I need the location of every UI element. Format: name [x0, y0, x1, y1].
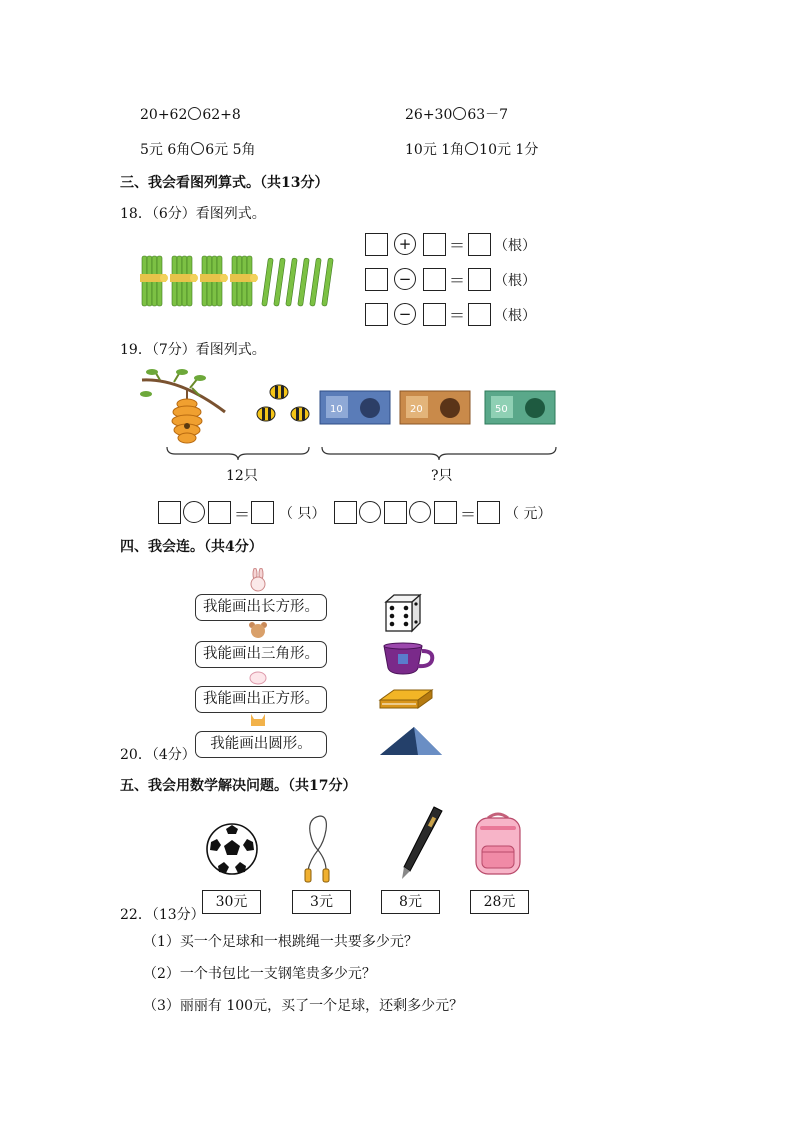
expr-b: 62+8	[202, 107, 241, 123]
bee-icon	[270, 385, 288, 399]
answer-box[interactable]	[468, 268, 491, 291]
expr-a: 10元 1角	[405, 142, 465, 158]
section-5-title: 五、我会用数学解决问题。（共17分）	[120, 778, 357, 794]
banknote-50-icon	[485, 391, 555, 424]
operator-circle: −	[394, 303, 416, 325]
rabbit-icon	[248, 568, 268, 592]
answer-box[interactable]	[208, 501, 231, 524]
q22-question: （2）一个书包比一支钢笔贵多少元？	[143, 966, 376, 982]
compare-row2-left	[140, 141, 256, 159]
compare-row1-right	[405, 106, 508, 124]
answer-box[interactable]	[477, 501, 500, 524]
compare-row1-left	[140, 106, 241, 124]
expr-a: 26+30	[405, 107, 453, 123]
q22-label: 22．（13分）	[120, 907, 205, 923]
equals-sign: ＝	[449, 306, 466, 325]
expr-b: 63－7	[467, 107, 509, 123]
stick-bundle-icon	[230, 256, 258, 306]
bee-icon	[291, 407, 309, 421]
unit-label: （根）	[494, 308, 536, 324]
answer-box[interactable]	[334, 501, 357, 524]
cat-icon	[248, 712, 268, 730]
banknotes-illustration	[318, 388, 558, 428]
answer-circle[interactable]	[191, 142, 204, 155]
answer-circle[interactable]	[359, 501, 381, 523]
q18-label: 18．（6分）看图列式。	[120, 206, 266, 222]
q19-label: 19．（7分）看图列式。	[120, 342, 266, 358]
single-sticks-icon	[262, 258, 334, 306]
answer-circle[interactable]	[183, 501, 205, 523]
price-tag: 30元	[202, 890, 261, 914]
bee-icon	[257, 407, 275, 421]
equals-sign: ＝	[460, 505, 477, 524]
answer-box[interactable]	[423, 233, 446, 256]
compare-row2-right	[405, 141, 538, 159]
answer-box[interactable]	[251, 501, 274, 524]
answer-box[interactable]	[384, 501, 407, 524]
brace-right-label: ?只	[431, 468, 453, 484]
answer-box[interactable]	[434, 501, 457, 524]
answer-box[interactable]	[423, 268, 446, 291]
answer-box[interactable]	[365, 233, 388, 256]
unit-label: （ 元）	[505, 506, 552, 522]
answer-circle[interactable]	[453, 107, 466, 120]
price-tag: 3元	[292, 890, 351, 914]
football-icon	[205, 822, 259, 876]
answer-circle[interactable]	[409, 501, 431, 523]
section-3-title: 三、我会看图列算式。（共13分）	[120, 175, 329, 191]
statement-box[interactable]: 我能画出三角形。	[195, 641, 327, 668]
answer-box[interactable]	[423, 303, 446, 326]
statement-box[interactable]: 我能画出长方形。	[195, 594, 327, 621]
svg-text:10: 10	[330, 404, 343, 415]
answer-box[interactable]	[468, 233, 491, 256]
brace-left	[165, 445, 311, 461]
operator-circle: +	[394, 233, 416, 255]
equals-sign: ＝	[234, 505, 251, 524]
brace-left-label: 12只	[226, 468, 258, 484]
pyramid-icon[interactable]	[378, 725, 444, 757]
cup-icon[interactable]	[380, 642, 436, 678]
jump-rope-icon	[300, 812, 340, 886]
unit-label: （ 只）	[279, 506, 326, 522]
price-tag: 28元	[470, 890, 529, 914]
expr-a: 20+62	[140, 107, 188, 123]
banknote-10-icon	[320, 391, 390, 424]
stick-bundle-icon	[170, 256, 198, 306]
expr-b: 6元 5角	[205, 142, 256, 158]
pen-icon	[398, 805, 444, 881]
answer-box[interactable]	[158, 501, 181, 524]
backpack-icon	[470, 810, 526, 876]
svg-text:20: 20	[410, 404, 423, 415]
equals-sign: ＝	[449, 271, 466, 290]
answer-circle[interactable]	[188, 107, 201, 120]
statement-box[interactable]: 我能画出圆形。	[195, 731, 327, 758]
brace-right	[320, 445, 558, 461]
answer-box[interactable]	[365, 268, 388, 291]
operator-circle: −	[394, 268, 416, 290]
dice-icon[interactable]	[380, 592, 422, 634]
answer-circle[interactable]	[465, 142, 478, 155]
price-tag: 8元	[381, 890, 440, 914]
section-4-title: 四、我会连。（共4分）	[120, 539, 263, 555]
stick-bundle-icon	[140, 256, 168, 306]
banknote-20-icon	[400, 391, 470, 424]
pig-icon	[248, 669, 268, 685]
book-icon[interactable]	[378, 686, 434, 714]
bear-icon	[248, 621, 268, 639]
expr-a: 5元 6角	[140, 142, 191, 158]
answer-box[interactable]	[468, 303, 491, 326]
q20-label: 20．（4分）	[120, 747, 196, 763]
answer-box[interactable]	[365, 303, 388, 326]
q22-question: （1）买一个足球和一根跳绳一共要多少元？	[143, 934, 418, 950]
unit-label: （根）	[494, 273, 536, 289]
expr-b: 10元 1分	[479, 142, 539, 158]
unit-label: （根）	[494, 238, 536, 254]
sticks-illustration	[140, 252, 345, 312]
svg-text:50: 50	[495, 404, 508, 415]
stick-bundle-icon	[200, 256, 228, 306]
bees-icon	[255, 380, 315, 426]
equals-sign: ＝	[449, 236, 466, 255]
beehive-branch-icon	[140, 368, 230, 446]
statement-box[interactable]: 我能画出正方形。	[195, 686, 327, 713]
q22-question: （3）丽丽有 100元，买了一个足球，还剩多少元？	[143, 998, 464, 1014]
